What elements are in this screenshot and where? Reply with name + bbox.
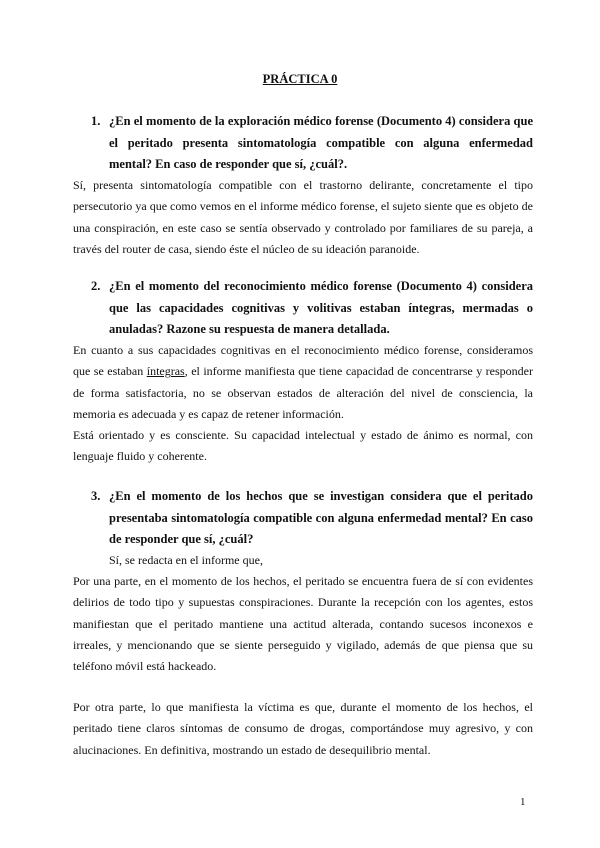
question-number: 3. — [91, 489, 101, 503]
answer-2-paragraph-2: Está orientado y es consciente. Su capacidad intelectual y estado de ánimo es normal, con lenguaje fluido y coherente. — [73, 428, 533, 464]
question-3 — [91, 486, 533, 551]
answer-text: En cuanto a sus capacidades cognitivas en el reconocimiento médico forense, consideramos que se estaban — [73, 343, 533, 379]
page-title: PRÁCTICA 0 — [262, 72, 338, 86]
question-text: ¿En el momento del reconocimiento médico forense (Documento 4) considera que las capacidades cognitivas y volitivas estaban íntegras, mermadas o anuladas? Razone su respuesta de manera detallada. — [109, 279, 533, 336]
answer-3-paragraph-2: Por otra parte, lo que manifiesta la víctima es que, durante el momento de los hechos, el peritado tiene claros síntomas de consumo de drogas, comportándose muy agresivo, y con alucinaciones. En definitiva, mostrando un estado de desequilibrio mental. — [73, 700, 533, 757]
answer-text: , el informe manifiesta que tiene capacidad de concentrarse y responder de forma satisfactoria, no se observan estados de alteración del nivel de consciencia, la memoria es adecuada y es capaz de retener información. — [73, 364, 533, 421]
underlined-term: íntegras — [146, 364, 185, 379]
page-number: 1 — [520, 796, 526, 808]
question-2 — [91, 276, 533, 341]
answer-1: Sí, presenta sintomatología compatible con el trastorno delirante, concretamente el tipo persecutorio ya que como vemos en el informe médico forense, el sujeto siente que es objeto de una conspiración, en este caso se sentía observado y controlado por familiares de su pareja, a través del router de casa, siendo éste el núcleo de su ideación paranoide. — [73, 178, 533, 256]
question-number: 2. — [91, 279, 101, 293]
question-number: 1. — [91, 114, 101, 128]
question-text: ¿En el momento de los hechos que se investigan considera que el peritado presentaba sintomatología compatible con alguna enfermedad mental? En caso de responder que sí, ¿cuál? — [109, 489, 533, 546]
answer-2-paragraph-1 — [73, 340, 533, 425]
answer-3-intro: Sí, se redacta en el informe que, — [109, 553, 263, 567]
answer-3-paragraph-1: Por una parte, en el momento de los hechos, el peritado se encuentra fuera de sí con evidentes delirios de todo tipo y supuestas conspiraciones. Durante la recepción con los agentes, estos manifiestan que el peritado mantiene una actitud alterada, contando sucesos inconexos e irreales, y mencionando que se siente perseguido y vigilado, además de que piensa que su teléfono móvil está hackeado. — [73, 574, 533, 674]
question-1 — [91, 111, 533, 176]
question-text: ¿En el momento de la exploración médico forense (Documento 4) considera que el peritado presenta sintomatología compatible con alguna enfermedad mental? En caso de responder que sí, ¿cuál?. — [109, 114, 533, 171]
